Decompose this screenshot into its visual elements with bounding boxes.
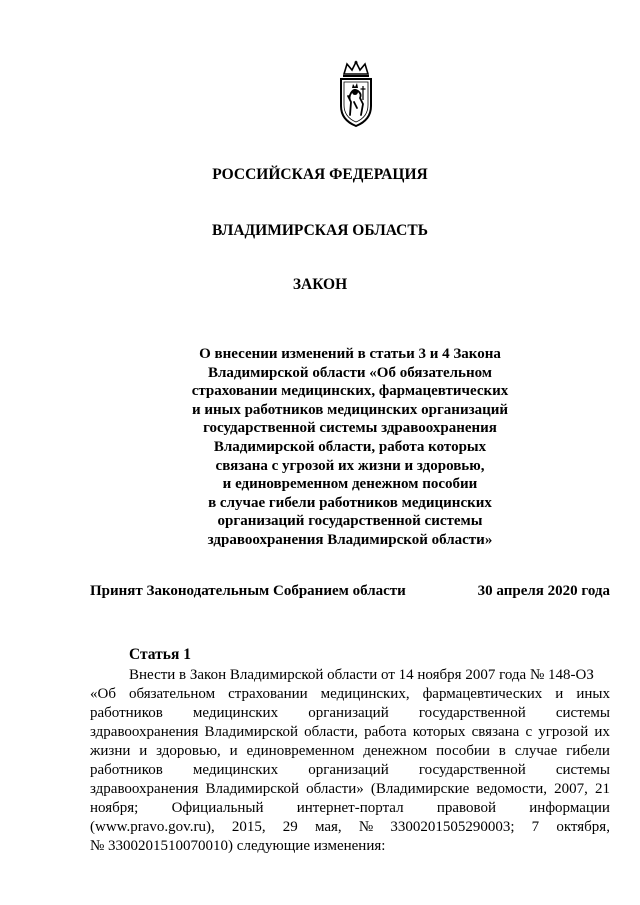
word: медицинских <box>192 705 279 721</box>
word: организаций <box>308 705 389 721</box>
adoption-date: 30 апреля 2020 года <box>477 583 610 599</box>
article-line <box>90 742 610 761</box>
subject-line: Владимирской области «Об обязательном <box>207 364 493 381</box>
word: угрозой <box>538 724 589 740</box>
word: государственной <box>418 705 526 721</box>
word: работа <box>364 724 407 740</box>
article-line: № 3300201510070010) следующие изменения: <box>90 838 386 854</box>
subject-line: Владимирской области, работа которых <box>213 438 487 455</box>
word: пособии <box>436 743 490 759</box>
word: 29 <box>282 819 298 835</box>
word: области» <box>306 781 364 797</box>
word: системы <box>555 705 610 721</box>
word: Официальный <box>171 800 264 816</box>
article-line <box>90 723 610 742</box>
word: интернет-портал <box>296 800 404 816</box>
word: их <box>594 724 610 740</box>
subject-line: государственной системы здравоохранения <box>203 420 497 437</box>
word: мая, <box>314 819 342 835</box>
document-type-heading: ЗАКОН <box>292 276 348 293</box>
word: Владимирской <box>205 781 299 797</box>
word: 2015, <box>231 819 266 835</box>
subject-line: здравоохранения Владимирской области» <box>207 531 493 548</box>
subject-line: страховании медицинских, фармацевтических <box>191 383 509 400</box>
word: Владимирской <box>204 724 299 740</box>
article-line <box>90 761 610 780</box>
law-subject-title <box>170 345 530 550</box>
word: информации <box>529 800 610 816</box>
word: с <box>525 724 533 740</box>
word: 21 <box>595 781 610 797</box>
word: страховании <box>228 686 308 702</box>
word: фармацевтических <box>422 686 543 702</box>
word: работников <box>90 705 163 721</box>
word: и <box>139 743 148 759</box>
word: (www.pravo.gov.ru), <box>90 819 215 835</box>
word: «Об <box>90 686 116 702</box>
article-title: Статья 1 <box>129 646 191 663</box>
word: жизни <box>90 743 131 759</box>
subject-line: и иных работников медицинских организаций <box>191 401 509 418</box>
article-line <box>90 818 610 837</box>
word: здоровью, <box>156 743 221 759</box>
subject-line: О внесении изменений в статьи 3 и 4 Закона <box>199 346 501 362</box>
subject-line: в случае гибели работников медицинских <box>208 494 492 511</box>
word: единовременном <box>246 743 355 759</box>
subject-line: и единовременном денежном пособии <box>222 476 478 493</box>
region-heading: ВЛАДИМИРСКАЯ ОБЛАСТЬ <box>212 222 428 239</box>
word: обязательном <box>128 686 216 702</box>
word: 7 <box>531 819 540 835</box>
word: области, <box>304 724 359 740</box>
word: (Владимирские <box>370 781 470 797</box>
word: которых <box>412 724 466 740</box>
word: иных <box>576 686 610 702</box>
article-line: Внести в Закон Владимирской области от 14 ноября 2007 года № 148-ОЗ <box>129 667 594 683</box>
word: в <box>498 743 506 759</box>
word: здравоохранения <box>90 781 199 797</box>
word: медицинских, <box>320 686 410 702</box>
article-body <box>90 666 610 856</box>
word: № <box>358 819 374 835</box>
subject-line: связана с угрозой их жизни и здоровью, <box>215 457 485 474</box>
word: ведомости, <box>476 781 548 797</box>
word: работников <box>90 762 163 778</box>
article-line <box>90 799 610 818</box>
word: ноября; <box>90 800 139 816</box>
word: 2007, <box>554 781 588 797</box>
word: государственной <box>418 762 526 778</box>
word: случае <box>514 743 558 759</box>
word: 3300201505290003; <box>390 819 515 835</box>
word: медицинских <box>192 762 279 778</box>
country-heading: РОССИЙСКАЯ ФЕДЕРАЦИЯ <box>212 166 428 183</box>
coat-of-arms-emblem <box>327 60 385 132</box>
word: системы <box>555 762 610 778</box>
word: гибели <box>566 743 610 759</box>
word: организаций <box>308 762 389 778</box>
word: правовой <box>436 800 497 816</box>
article-line <box>90 685 610 704</box>
word: денежном <box>363 743 428 759</box>
word: здравоохранения <box>90 724 199 740</box>
article-line <box>90 780 610 799</box>
word: и <box>555 686 564 702</box>
word: и <box>229 743 238 759</box>
article-line <box>90 704 610 723</box>
subject-line: организаций государственной системы <box>217 513 483 530</box>
word: связана <box>471 724 520 740</box>
word: октября, <box>556 819 610 835</box>
adopted-by-label: Принят Законодательным Собранием области <box>90 583 406 599</box>
